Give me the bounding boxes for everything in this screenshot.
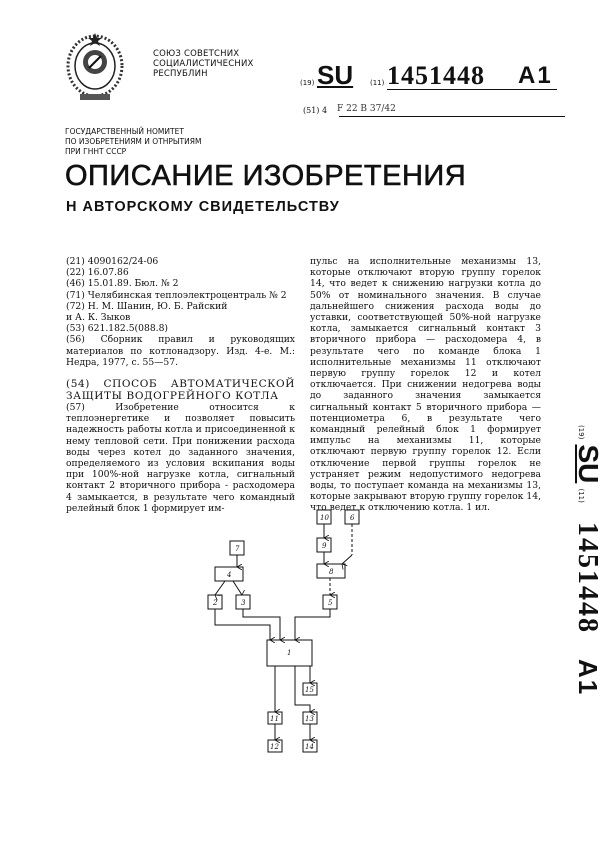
abstract-part-2: пульс на исполнительные механизмы 13, которые отключают вторую группу горелок 14, что ведет к снижению нагрузки котла до 50% от номинального значения. В случае дальнейшего снижения расхода воды до уставки, соответствующей 50%-ной нагрузке котла, замыкается сигнальный контакт 3 вторичного прибора — расходомера 4, в результате чего по команде блока 1 исполнительные механизмы 11 отключают первую группу горелок 12 и котел отключается. При снижении недогрева воды до заданного значения замыкается сигнальный контакт 5 вторичного прибора — потенциометра 6, в результате чего командный релейный блок 1 формирует импульс на механизмы 11, которые отключают первую группу горелок 12. Если отключение первой группы горелок не устраняет режим недопустимого недогрева воды, то поступает команда на механизмы 13, которые закрывают вторую группу горелок 14, что ведет к отключению котла. 1 ил. — [310, 256, 541, 514]
underline — [387, 89, 557, 90]
document-title: ОПИСАНИЕ ИЗОБРЕТЕНИЯ — [65, 160, 467, 192]
biblio-item: (22) 16.07.86 — [66, 267, 129, 279]
biblio-item: (21) 4090162/24-06 — [66, 256, 159, 267]
country-code: SU — [573, 444, 604, 484]
inid-code-11: (11) — [370, 79, 385, 87]
kind-code: A1 — [518, 62, 553, 89]
block-label: 14 — [305, 743, 314, 751]
block-label: 1 — [287, 649, 292, 657]
inid-code-19: (19) — [577, 425, 585, 440]
block-label: 9 — [322, 542, 327, 550]
committee-line: ПО ИЗОБРЕТЕНИЯМ И ОТНРЫТИЯМ — [65, 137, 202, 146]
block-label: 10 — [320, 514, 329, 522]
block-label: 15 — [305, 686, 314, 694]
block-label: 7 — [235, 545, 240, 553]
union-line: РЕСПУБЛИН — [153, 69, 208, 79]
block-label: 13 — [305, 715, 314, 723]
diagram-canvas — [180, 505, 380, 760]
block-label: 2 — [213, 599, 218, 607]
block-label: 11 — [270, 715, 279, 723]
side-publication-stamp — [548, 425, 608, 700]
block-label: 3 — [241, 599, 246, 607]
block-label: 8 — [329, 568, 334, 576]
invention-title: (54) СПОСОБ АВТОМАТИЧЕСКОЙ ЗАЩИТЫ ВОДОГРЕЙНОГО КОТЛА — [66, 378, 295, 402]
underline — [339, 116, 565, 117]
state-emblem-icon — [62, 28, 128, 108]
bibliographic-data — [66, 256, 295, 368]
biblio-item: (71) Челябинская теплоэлектроцентраль № 2 — [66, 289, 287, 301]
committee — [65, 127, 201, 157]
kind-code: A1 — [573, 659, 603, 697]
block-diagram — [180, 505, 380, 760]
inid-code-19: (19) — [300, 79, 315, 87]
patent-number: 1451448 — [387, 61, 485, 90]
inid-code-11: (11) — [577, 488, 585, 503]
right-column — [310, 256, 541, 514]
publication-number — [300, 62, 580, 88]
country-code: SU — [317, 60, 354, 90]
left-column — [66, 256, 295, 514]
issuing-country — [153, 49, 254, 79]
block-label: 6 — [350, 514, 355, 522]
union-line: СОЮЗ СОВЕТСНИХ — [153, 49, 240, 59]
biblio-item: (72) Н. М. Шанин, Ю. Б. Райский — [66, 300, 228, 312]
block-label: 5 — [328, 599, 333, 607]
ussr-emblem — [62, 28, 128, 108]
biblio-item: и А. К. Зыков — [66, 312, 131, 324]
abstract-part-1: (57) Изобретение относится к теплоэнергетике и позволяет повысить надежность работы котла и присоединенной к нему тепловой сети. При понижении расхода воды через котел до заданного значения, определяемого из условия вскипания воды при 100%-ной нагрузке котла, сигнальный контакт 2 вторичного прибора - расходомера 4 замыкается, в результате чего командный релейный блок 1 формирует им- — [66, 402, 295, 514]
committee-line: ГОСУДАРСТВЕННЫЙ НОМИТЕТ — [65, 127, 184, 136]
union-line: СОЦИАЛИСТИЧЕСНИХ — [153, 59, 254, 69]
committee-line: ПРИ ГННТ СССР — [65, 147, 127, 156]
block-label: 12 — [270, 743, 279, 751]
inid-code-51: (51) 4 — [303, 106, 328, 115]
block-label: 4 — [227, 571, 232, 579]
biblio-item: (53) 621.182.5(088.8) — [66, 323, 169, 335]
patent-number: 1451448 — [572, 521, 603, 634]
document-subtitle: Н АВТОРСКОМУ СВИДЕТЕЛЬСТВУ — [66, 199, 340, 215]
ipc-code: F 22 B 37/42 — [337, 104, 396, 114]
biblio-item: (56) Сборник правил и руководящих материалов по котлонадзору. Изд. 4-е. М.: Недра, 1977, с. 55—57. — [66, 334, 295, 368]
biblio-item: (46) 15.01.89. Бюл. № 2 — [66, 278, 179, 290]
ipc-classification — [303, 106, 565, 115]
